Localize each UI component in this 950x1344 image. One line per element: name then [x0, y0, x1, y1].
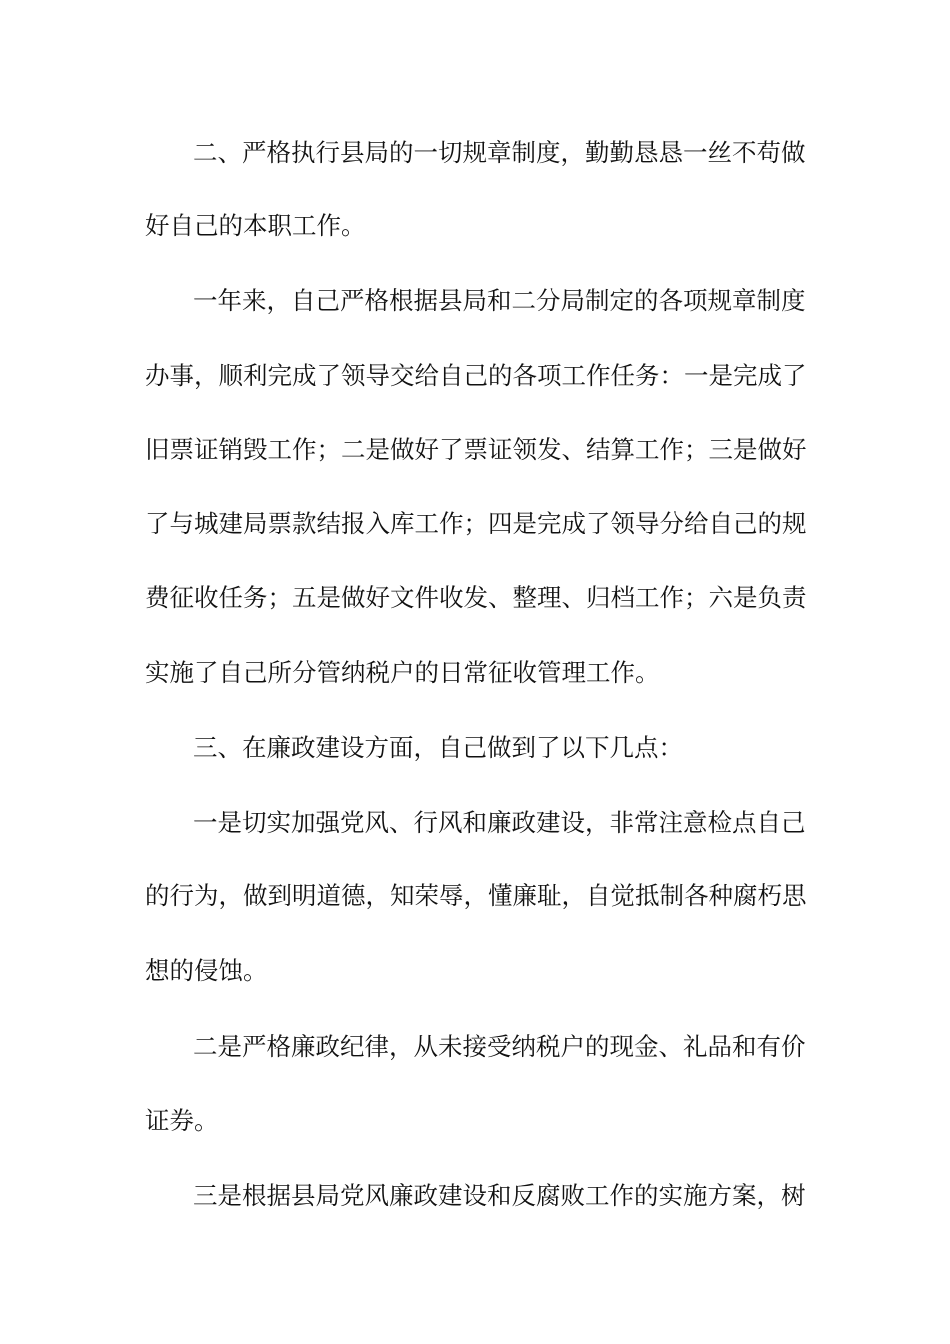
text-line: 实施了自己所分管纳税户的日常征收管理工作。: [145, 658, 660, 687]
text-line: 二是严格廉政纪律，从未接受纳税户的现金、礼品和有价: [193, 1032, 806, 1061]
section-heading: 三、在廉政建设方面，自己做到了以下几点：: [193, 733, 683, 762]
text-line: 三是根据县局党风廉政建设和反腐败工作的实施方案，树: [193, 1181, 806, 1210]
text-line: 好自己的本职工作。: [145, 211, 366, 240]
text-line: 一年来，自己严格根据县局和二分局制定的各项规章制度: [193, 286, 806, 315]
text-line: 证券。: [145, 1106, 219, 1135]
text-line: 办事，顺利完成了领导交给自己的各项工作任务：一是完成了: [145, 361, 807, 390]
text-line: 二、严格执行县局的一切规章制度，勤勤恳恳一丝不苟做: [193, 138, 806, 167]
text-line: 旧票证销毁工作；二是做好了票证领发、结算工作；三是做好: [145, 435, 807, 464]
text-line: 一是切实加强党风、行风和廉政建设，非常注意检点自己: [193, 808, 806, 837]
text-line: 的行为，做到明道德，知荣辱，懂廉耻，自觉抵制各种腐朽思: [145, 881, 807, 910]
text-line: 想的侵蚀。: [145, 956, 268, 985]
text-line: 费征收任务；五是做好文件收发、整理、归档工作；六是负责: [145, 583, 807, 612]
text-line: 了与城建局票款结报入库工作；四是完成了领导分给自己的规: [145, 509, 807, 538]
